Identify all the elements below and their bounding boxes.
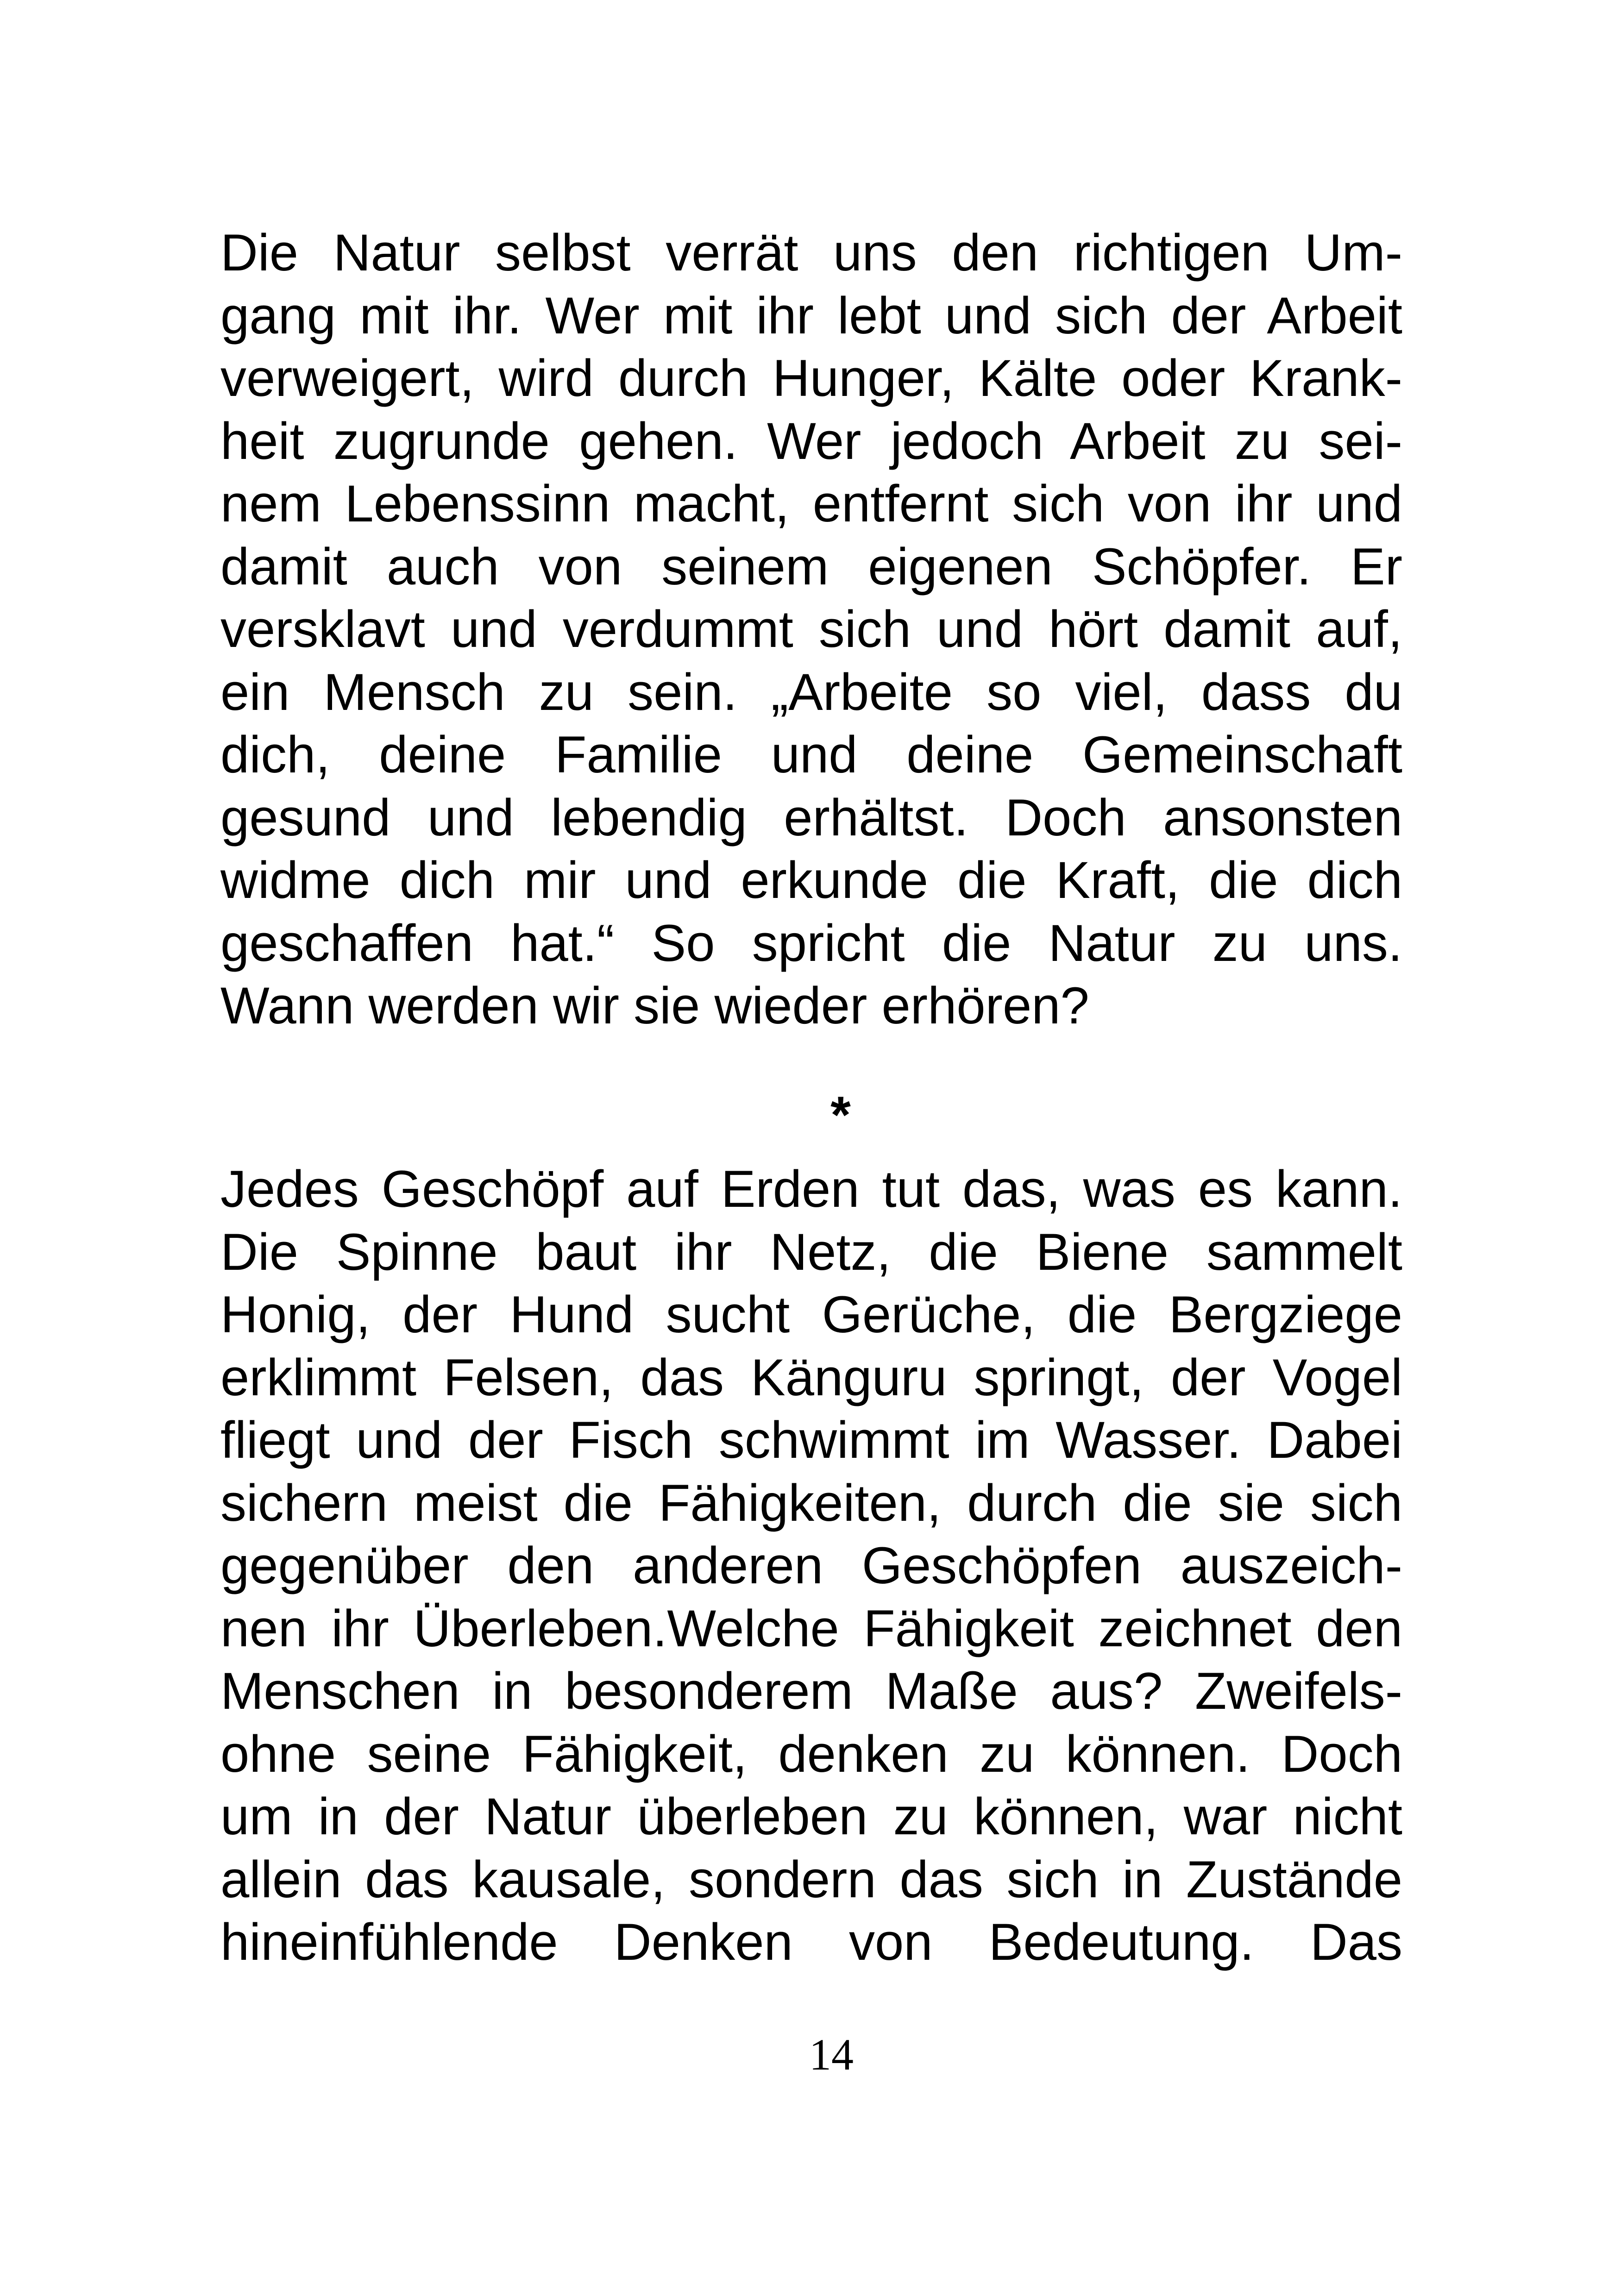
text-line: Wann werden wir sie wieder erhören? bbox=[220, 977, 1089, 1035]
page-number: 14 bbox=[809, 2030, 854, 2079]
text-line: nem Lebenssinn macht, entfernt sich von ihr und bbox=[220, 475, 1402, 533]
text-line: nen ihr Überleben.Welche Fähigkeit zeichnet den bbox=[220, 1599, 1402, 1657]
text-line: widme dich mir und erkunde die Kraft, die dich bbox=[220, 851, 1402, 909]
text-line: fliegt und der Fisch schwimmt im Wasser. Dabei bbox=[220, 1411, 1402, 1469]
paragraph-1 bbox=[220, 221, 1402, 1037]
text-line: allein das kausale, sondern das sich in Zustände bbox=[220, 1850, 1402, 1908]
text-line: gegenüber den anderen Geschöpfen auszeich- bbox=[220, 1537, 1402, 1594]
text-line: gesund und lebendig erhältst. Doch ansonsten bbox=[220, 788, 1402, 847]
text-line: gang mit ihr. Wer mit ihr lebt und sich der Arbeit bbox=[220, 286, 1402, 345]
text-line: ein Mensch zu sein. „Arbeite so viel, dass du bbox=[220, 663, 1402, 721]
text-line: Die Spinne baut ihr Netz, die Biene sammelt bbox=[220, 1223, 1402, 1281]
section-separator: * bbox=[830, 1086, 851, 1144]
text-line: damit auch von seinem eigenen Schöpfer. Er bbox=[220, 537, 1402, 596]
text-line: hineinfühlende Denken von Bedeutung. Das bbox=[220, 1913, 1402, 1971]
text-line: Die Natur selbst verrät uns den richtigen Um- bbox=[220, 224, 1402, 282]
text-line: Menschen in besonderem Maße aus? Zweifels- bbox=[220, 1662, 1402, 1720]
text-line: verweigert, wird durch Hunger, Kälte oder Krank- bbox=[220, 349, 1402, 407]
text-line: versklavt und verdummt sich und hört damit auf, bbox=[220, 600, 1402, 658]
text-line: sichern meist die Fähigkeiten, durch die sie sich bbox=[220, 1474, 1402, 1532]
text-line: heit zugrunde gehen. Wer jedoch Arbeit zu sei- bbox=[220, 412, 1402, 470]
text-line: dich, deine Familie und deine Gemeinschaft bbox=[220, 726, 1402, 784]
text-line: geschaffen hat.“ So spricht die Natur zu uns. bbox=[220, 914, 1402, 972]
text-line: erklimmt Felsen, das Känguru springt, der Vogel bbox=[220, 1348, 1402, 1406]
text-line: Jedes Geschöpf auf Erden tut das, was es kann. bbox=[220, 1160, 1402, 1218]
text-line: um in der Natur überleben zu können, war nicht bbox=[220, 1788, 1402, 1845]
paragraph-2 bbox=[220, 1158, 1402, 1974]
text-line: ohne seine Fähigkeit, denken zu können. Doch bbox=[220, 1725, 1402, 1783]
text-line: Honig, der Hund sucht Gerüche, die Bergziege bbox=[220, 1286, 1402, 1343]
